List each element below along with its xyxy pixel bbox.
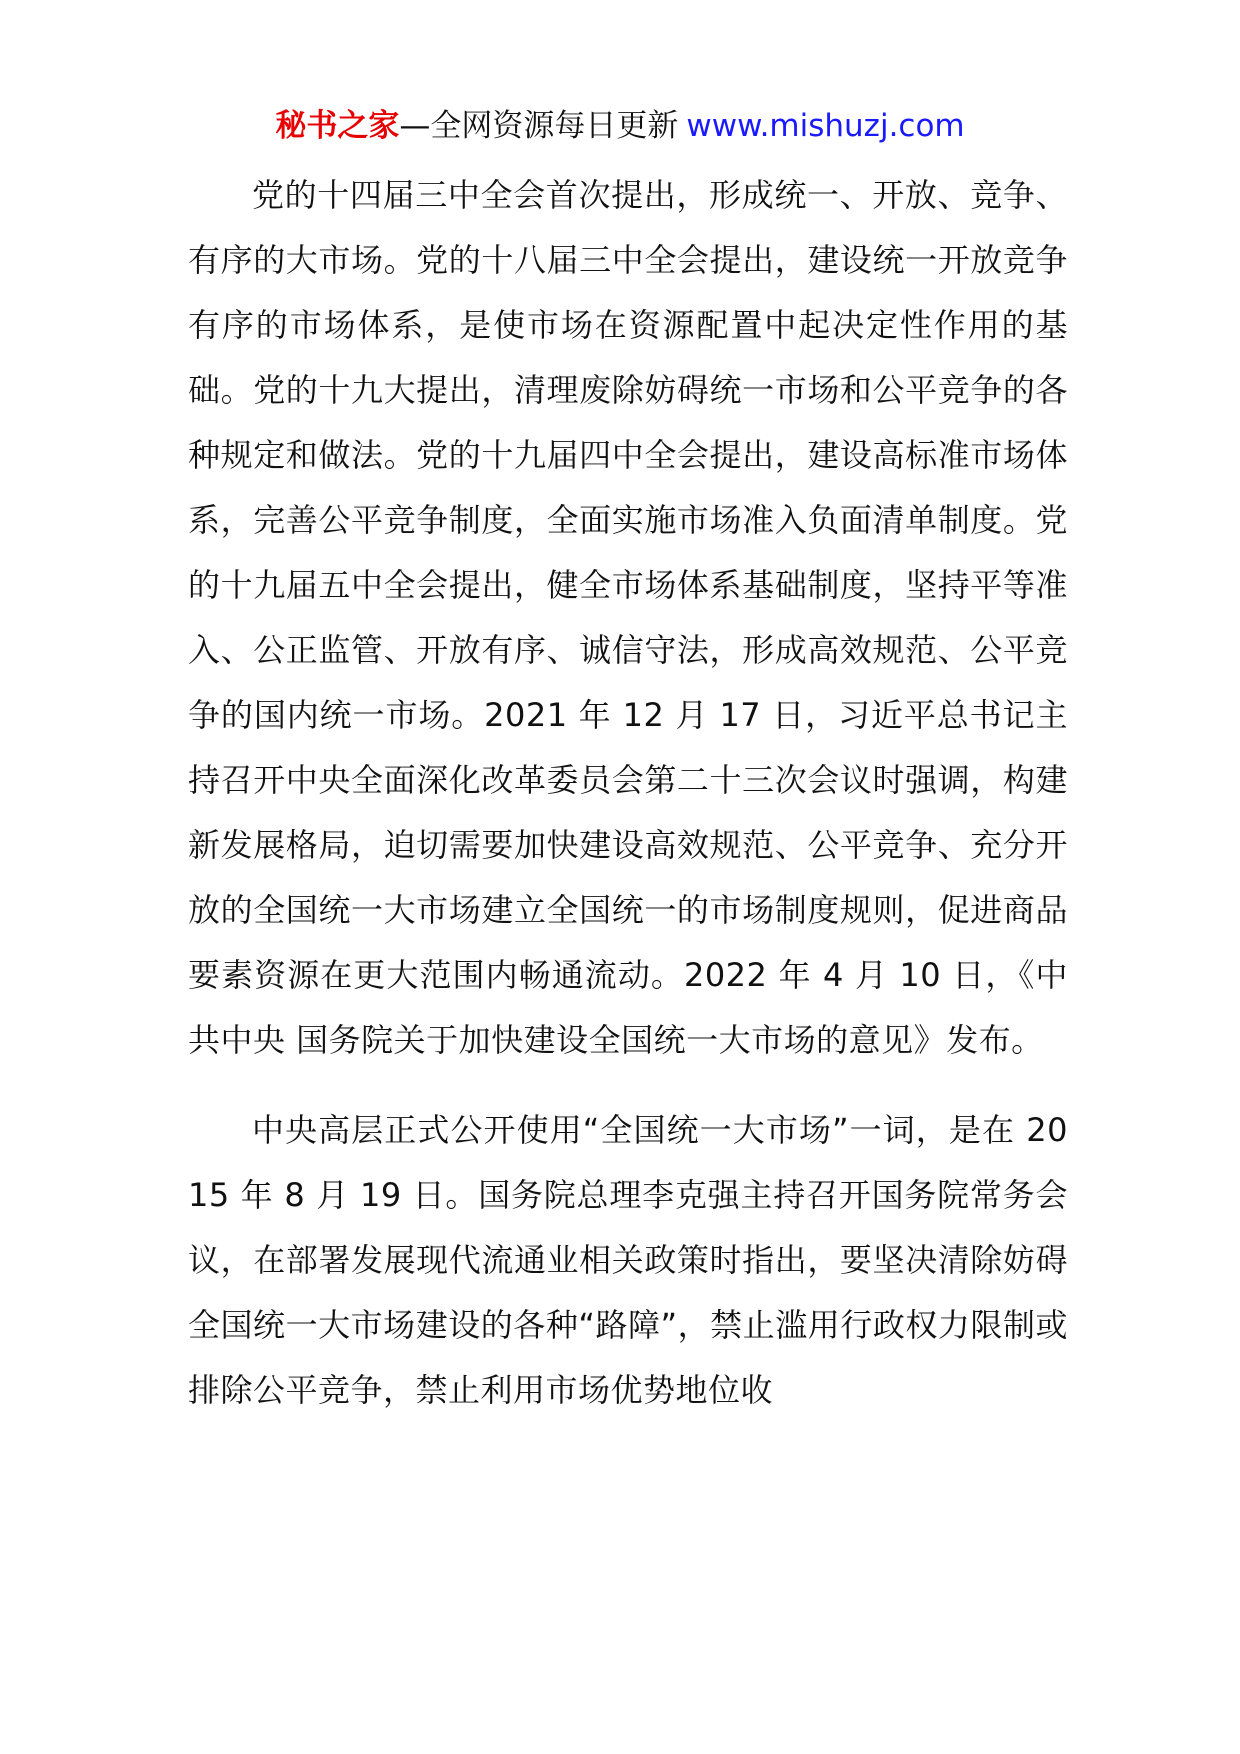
document-body [188, 163, 1068, 1423]
header-url[interactable]: www.mishuzj.com [686, 108, 965, 144]
page-header [0, 104, 1240, 148]
header-tagline: —全网资源每日更新 [399, 108, 679, 144]
paragraph-2: 中央高层正式公开使用“全国统一大市场”一词，是在 2015 年 8 月 19 日。国务院总理李克强主持召开国务院常务会议，在部署发展现代流通业相关政策时指出，要坚决清除妨碍全国统一大市场建设的各种“路障”，禁止滥用行政权力限制或排除公平竞争，禁止利用市场优势地位收 [188, 1111, 1068, 1409]
header-brand: 秘书之家 [275, 108, 400, 144]
paragraph-1: 党的十四届三中全会首次提出，形成统一、开放、竞争、有序的大市场。党的十八届三中全会提出，建设统一开放竞争有序的市场体系，是使市场在资源配置中起决定性作用的基础。党的十九大提出，清理废除妨碍统一市场和公平竞争的各种规定和做法。党的十九届四中全会提出，建设高标准市场体系，完善公平竞争制度，全面实施市场准入负面清单制度。党的十九届五中全会提出，健全市场体系基础制度，坚持平等准入、公正监管、开放有序、诚信守法，形成高效规范、公平竞争的国内统一市场。2021 年 12 月 17 日，习近平总书记主持召开中央全面深化改革委员会第二十三次会议时强调，构建新发展格局，迫切需要加快建设高效规范、公平竞争、充分开放的全国统一大市场建立全国统一的市场制度规则，促进商品要素资源在更大范围内畅通流动。2022 年 4 月 10 日，《中共中央 国务院关于加快建设全国统一大市场的意见》发布。 [188, 176, 1068, 1059]
